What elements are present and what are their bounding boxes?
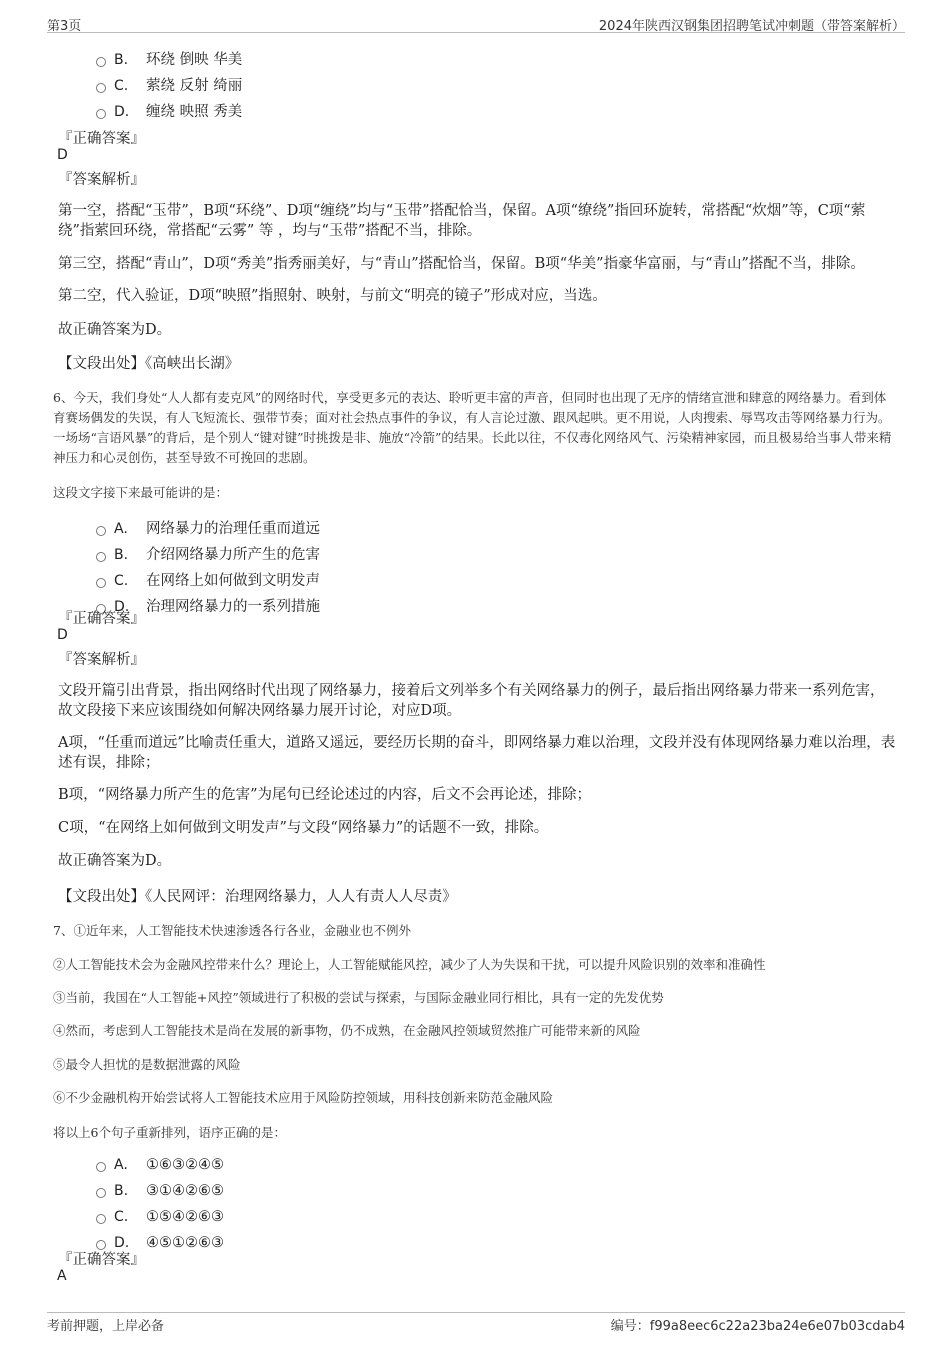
q5-answer: D bbox=[57, 147, 68, 163]
q6-analysis-p3: B项，“网络暴力所产生的危害”为尾句已经论述过的内容，后文不会再论述，排除； bbox=[58, 787, 591, 803]
radio-icon[interactable] bbox=[96, 109, 106, 119]
q5-analysis-p1: 第一空，搭配“玉带”，B项“环绕”、D项“缠绕”均与“玉带”搭配恰当，保留。A项“缭绕”指回环旋转，常搭配“炊烟”等，C项“萦绕”指萦回环绕，常搭配“云雾” 等 ，均与“玉带”搭配不当，排除。 bbox=[58, 203, 866, 239]
radio-icon[interactable] bbox=[96, 57, 106, 67]
q5-option-d[interactable]: D. 缠绕 映照 秀美 bbox=[96, 100, 242, 121]
q6-answer: D bbox=[57, 627, 68, 643]
radio-icon[interactable] bbox=[96, 1162, 106, 1172]
radio-icon[interactable] bbox=[96, 552, 106, 562]
q7-sentence-2: ②人工智能技术会为金融风控带来什么？理论上，人工智能赋能风控，减少了人为失误和干扰，可以提升风险识别的效率和准确性 bbox=[53, 957, 766, 972]
q6-analysis-label: 『答案解析』 bbox=[58, 652, 145, 668]
q7-option-d[interactable]: D. ④⑤①②⑥③ bbox=[96, 1235, 224, 1251]
page-footer bbox=[47, 1312, 905, 1334]
radio-icon[interactable] bbox=[96, 1188, 106, 1198]
q5-analysis-p4: 故正确答案为D。 bbox=[58, 322, 172, 338]
q7-sentence-5: ⑤最令人担忧的是数据泄露的风险 bbox=[53, 1057, 241, 1072]
q7-question: 将以上6个句子重新排列，语序正确的是： bbox=[53, 1125, 286, 1140]
document-title: 2024年陕西汉钢集团招聘笔试冲刺题（带答案解析） bbox=[598, 19, 905, 34]
q6-answer-label: 『正确答案』 bbox=[58, 611, 145, 627]
q6-analysis-p5: 故正确答案为D。 bbox=[58, 853, 172, 869]
q7-option-a[interactable]: A. ①⑥③②④⑤ bbox=[96, 1157, 224, 1173]
q6-analysis-p1: 文段开篇引出背景，指出网络时代出现了网络暴力，接着后文列举多个有关网络暴力的例子，最后指出网络暴力带来一系列危害，故文段接下来应该围绕如何解决网络暴力展开讨论，对应D项。 bbox=[58, 683, 885, 719]
radio-icon[interactable] bbox=[96, 83, 106, 93]
q7-option-b[interactable]: B. ③①④②⑥⑤ bbox=[96, 1183, 224, 1199]
q5-analysis-label: 『答案解析』 bbox=[58, 172, 145, 188]
q6-stem: 6、今天，我们身处“人人都有麦克风”的网络时代，享受更多元的表达、聆听更丰富的声音，但同时也出现了无序的情绪宣泄和肆意的网络暴力。看到体育赛场偶发的失误，有人飞短流长、强带节奏；面对社会热点事件的争议，有人言论过激、跟风起哄。更不用说，人肉搜索、辱骂攻击等网络暴力行为。一场场“言语风暴”的背后，是个别人“键对键”时挑拨是非、施放“冷箭”的结果。长此以往，不仅毒化网络风气、污染精神家园，而且极易给当事人带来精神压力和心灵创伤，甚至导致不可挽回的悲剧。 bbox=[53, 390, 892, 465]
q7-option-c[interactable]: C. ①⑤④②⑥③ bbox=[96, 1209, 224, 1225]
q5-option-b[interactable]: B. 环绕 倒映 华美 bbox=[96, 48, 242, 69]
q7-answer-label: 『正确答案』 bbox=[58, 1252, 145, 1268]
q7-sentence-1: 7、①近年来，人工智能技术快速渗透各行各业，金融业也不例外 bbox=[53, 923, 411, 938]
q7-answer: A bbox=[57, 1268, 67, 1284]
page-header bbox=[47, 14, 905, 33]
footer-code: 编号：f99a8eec6c22a23ba24e6e07b03cdab4 bbox=[610, 1319, 905, 1334]
page-number: 第3页 bbox=[47, 19, 82, 34]
q6-option-c[interactable]: C. 在网络上如何做到文明发声 bbox=[96, 569, 320, 590]
radio-icon[interactable] bbox=[96, 1214, 106, 1224]
q6-option-a[interactable]: A. 网络暴力的治理任重而道远 bbox=[96, 517, 320, 538]
q5-analysis-p2: 第三空，搭配“青山”，D项“秀美”指秀丽美好，与“青山”搭配恰当，保留。B项“华美”指豪华富丽，与“青山”搭配不当，排除。 bbox=[58, 256, 865, 272]
q5-analysis-p3: 第二空，代入验证，D项“映照”指照射、映射，与前文“明亮的镜子”形成对应，当选。 bbox=[58, 288, 607, 304]
q5-source: 【文段出处】《高峡出长湖》 bbox=[58, 356, 240, 372]
q6-analysis-p2: A项，“任重而道远”比喻责任重大，道路又遥远，要经历长期的奋斗，即网络暴力难以治理，文段并没有体现网络暴力难以治理，表述有误，排除； bbox=[58, 735, 896, 771]
footer-slogan: 考前押题，上岸必备 bbox=[47, 1319, 165, 1334]
q7-sentence-3: ③当前，我国在“人工智能+风控”领域进行了积极的尝试与探索，与国际金融业同行相比，具有一定的先发优势 bbox=[53, 990, 664, 1005]
q7-sentence-6: ⑥不少金融机构开始尝试将人工智能技术应用于风险防控领域，用科技创新来防范金融风险 bbox=[53, 1090, 554, 1105]
radio-icon[interactable] bbox=[96, 526, 106, 536]
q6-question: 这段文字接下来最可能讲的是： bbox=[53, 485, 229, 500]
q5-option-c[interactable]: C. 萦绕 反射 绮丽 bbox=[96, 74, 242, 95]
q6-option-d[interactable]: D. 治理网络暴力的一系列措施 bbox=[96, 595, 320, 616]
q6-option-b[interactable]: B. 介绍网络暴力所产生的危害 bbox=[96, 543, 320, 564]
q6-analysis-p4: C项，“在网络上如何做到文明发声”与文段“网络暴力”的话题不一致，排除。 bbox=[58, 820, 549, 836]
q6-source: 【文段出处】《人民网评：治理网络暴力，人人有责人人尽责》 bbox=[58, 889, 457, 905]
radio-icon[interactable] bbox=[96, 578, 106, 588]
q7-sentence-4: ④然而，考虑到人工智能技术是尚在发展的新事物，仍不成熟，在金融风控领域贸然推广可能带来新的风险 bbox=[53, 1023, 641, 1038]
q5-answer-label: 『正确答案』 bbox=[58, 131, 145, 147]
